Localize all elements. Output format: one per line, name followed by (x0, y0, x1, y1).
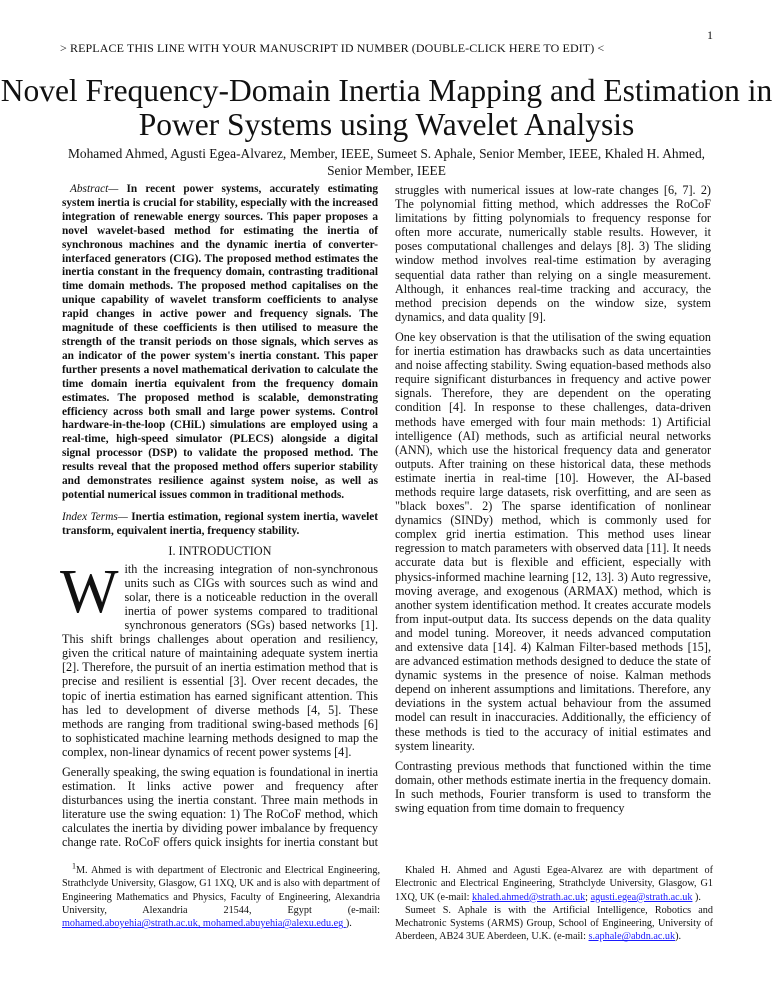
footnote-right-text-2: Sumeet S. Aphale is with the Artificial Intelligence, Robotics and Mechatronic Systems (ARMS) Group, School of Engineering, University of Aberdeen, AB24 3UE Aberdeen, U.K. (e-mail: (395, 904, 713, 943)
index-terms-text: Inertia estimation, regional system inertia, wavelet transform, equivalent inertia, frequency stability. (62, 510, 378, 537)
manuscript-header[interactable]: > REPLACE THIS LINE WITH YOUR MANUSCRIPT ID NUMBER (DOUBLE-CLICK HERE TO EDIT) < (60, 41, 605, 55)
author-list: Mohamed Ahmed, Agusti Egea-Alvarez, Member, IEEE, Sumeet S. Aphale, Senior Member, IEEE, Khaled H. Ahmed, Senior Member, IEEE (67, 146, 706, 178)
index-terms (62, 511, 378, 539)
footnote-left (62, 861, 380, 930)
footnote-marker: 1 (72, 861, 76, 871)
email-link-sumeet[interactable]: s.aphale@abdn.ac.uk (588, 931, 676, 943)
footnote-right-end-2: ). (675, 931, 682, 943)
index-terms-label: Index Terms— (62, 510, 128, 523)
left-column (62, 183, 378, 856)
intro-paragraph-4: Contrasting previous methods that functioned within the time domain, other methods estimate inertia in the frequency domain. In such methods, Fourier transform is used to transform the swing equation from time domain to frequency (395, 758, 711, 816)
footnote-right-end-1: ). (692, 891, 701, 903)
footnote-left-end: ). (345, 918, 352, 930)
footnote-right-text-1: Khaled H. Ahmed and Agusti Egea-Alvarez are with department of Electronic and Electrical Engineering, Strathclyde University, Glasgow, G1 1XQ, UK (e-mail: (395, 865, 713, 903)
intro-paragraph-2-continued: struggles with numerical issues at low-rate changes [6, 7]. 2) The polynomial fitting method, which addresses the RoCoF limitations by fitting polynomials to frequency response for often more accurate, numerically stable results. However, it poses computational challenges and delays [8]. 3) The sliding window method involves real-time estimation by averaging sequential data rather than relying on a single measurement. Although, it enhances real-time tracking and accuracy, the method precision depends on the window size, system dynamics, and data quality [9]. (395, 183, 711, 324)
intro-paragraph-1-text: ith the increasing integration of non-synchronous units such as CIGs with sources such as wind and solar, there is a noticeable reduction in the overall inertia of power systems compared to traditional synchronous generators (SGs) based networks [1]. This shift brings challenges about operation and resiliency, given the critical nature of maintaining adequate system inertia [2]. Therefore, the pursuit of an inertia estimation method that is precise and resilient is essential [3]. Over recent decades, the topic of inertia estimation has earned significant attention. This has led to development of diverse methods [4, 5]. These methods are ranging from traditional swing-based methods [6] to sophisticated machine learning methods designed to map the complex, non-linear dynamics of recent power systems [4]. (62, 561, 378, 759)
right-column (395, 183, 711, 821)
email-link-agusti[interactable]: agusti.egea@strath.ac.uk (590, 891, 693, 903)
abstract (62, 183, 378, 503)
paper-title: Novel Frequency-Domain Inertia Mapping and Estimation in Power Systems using Wavelet Analysis (0, 73, 773, 142)
intro-paragraph-3: One key observation is that the utilisation of the swing equation for inertia estimation has drawbacks such as data uncertainties and noise affecting stability. Swing equation-based methods also require significant disturbances in frequency and active power signals. Therefore, they are dependent on the operating condition [4]. In response to these challenges, data-driven methods have emerged with four main methods: 1) Artificial intelligence (AI) methods, such as artificial neural networks (ANN), which use the historical frequency data and generator outputs. After training on these historical data, these methods estimate inertia in real-time [10]. However, the AI-based methods require large datasets, risk overfitting, and are seen as "black boxes". 2) The sparse identification of nonlinear dynamics (SINDy) method, which is commonly used for complex grid inertia estimation. This method uses linear regression to match parameters with observed data [11]. It needs accurate data but is flexible and efficient, especially with physics-informed machine learning [12, 13]. 3) Auto regressive, moving average, and exogenous (ARMAX) method, which is another system identification method. It creates accurate models from input-output data. Its success depends on the data quality and model tuning. Moreover, it needs advanced computation and extensive data [14]. 4) Kalman Filter-based methods [15], are advanced estimation methods designed to deduce the state of dynamic systems in the presence of noise. Kalman methods depend on inherent assumptions and limitations. Therefore, any deviations in the system actual behaviour from the assumed model can result in inaccuracies. Additionally, the efficiency of these methods is tied to the accuracy of initial estimates and system linearity. (395, 329, 711, 753)
footnote-right (395, 864, 713, 944)
email-link[interactable]: mohamed.aboyehia@strath.ac.uk, mohamed.abuyehia@alexu.edu.eg (62, 918, 346, 930)
abstract-label: Abstract— (70, 183, 119, 195)
drop-cap: W (60, 557, 119, 626)
intro-paragraph-2: Generally speaking, the swing equation is foundational in inertia estimation. It links active power and frequency after disturbances using the inertia constant. Three main methods in literature use the swing equation: 1) The RoCoF method, which calculates the inertia by dividing power imbalance by frequency change rate. RoCoF offers quick insights for inertia constant but (62, 764, 378, 850)
section-heading: I. INTRODUCTION (168, 543, 272, 558)
footnote-sep: ; (585, 891, 591, 903)
footnote-left-text: M. Ahmed is with department of Electronic and Electrical Engineering, Strathclyde University, Glasgow, G1 1XQ, UK and is also with department of Engineering Mathematics and Physics, Faculty of Engineering, Alexandria University, Alexandria 21544, Egypt (e-mail: (62, 865, 380, 916)
email-link-khaled[interactable]: khaled.ahmed@strath.ac.uk (471, 891, 586, 903)
page-number: 1 (707, 28, 713, 42)
abstract-text: In recent power systems, accurately estimating system inertia is crucial for stability, especially with the increased integration of renewable energy sources. This paper proposes a novel wavelet-based method for estimating the inertia of synchronous machines and the dynamic inertia of converter-interfaced generators (CIG). The proposed method estimates the inertia constant in the frequency domain, contrasting traditional time domain methods. The proposed method capitalises on the unique capability of wavelet transform coefficients to analyse rapid changes in active power and frequency signals. The magnitude of these coefficients is then utilised to measure the strength of the transit periods on those signals, which serves as an indicator of the power system's inertia constant. This paper further presents a novel mathematical derivation to calculate the time domain inertia equivalent from the frequency domain estimates. The proposed method is scalable, demonstrating efficiency across both small and large power systems. Control hardware-in-the-loop (CHiL) simulations are employed using a real-time, high-speed simulator (PLECS) alongside a digital signal processor (DSP) to validate the proposed method. The results reveal that the proposed method offers superior stability and demonstrates resilience against system noise, as well as potential numerical issues common in traditional methods. (62, 183, 378, 501)
intro-paragraph-1 (60, 557, 378, 759)
